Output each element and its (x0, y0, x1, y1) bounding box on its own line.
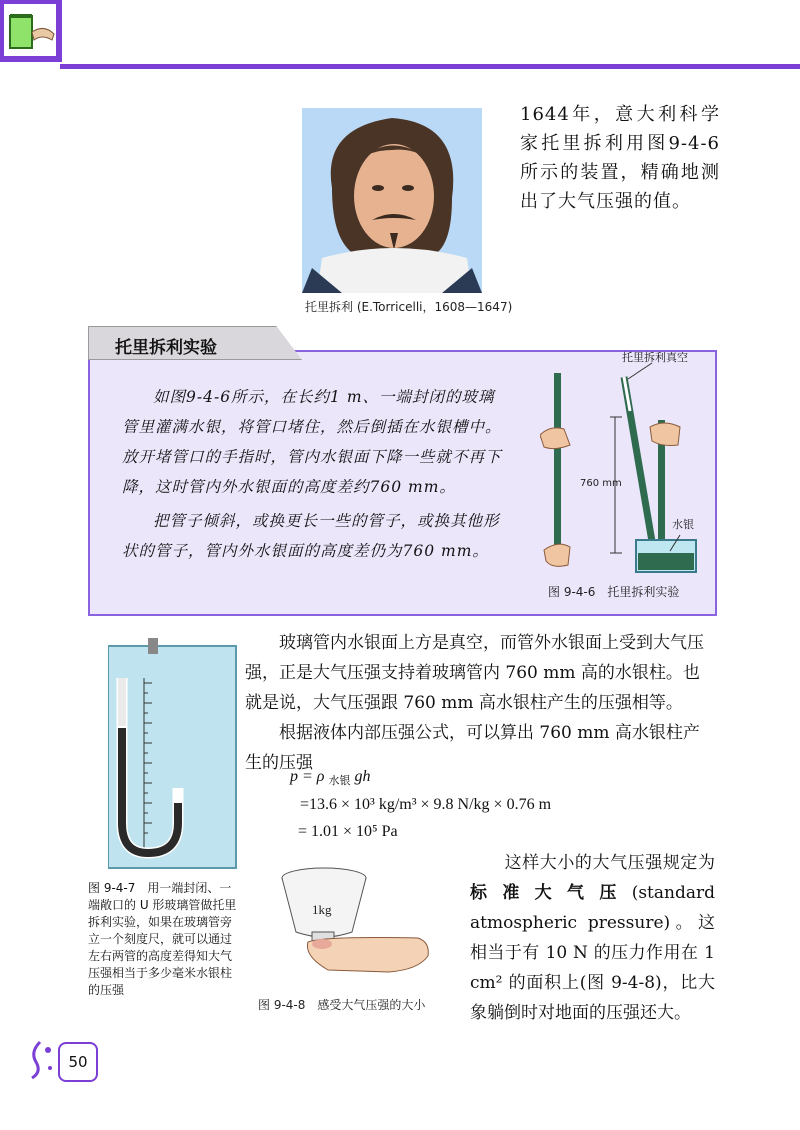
formula-line-2: =13.6 × 10³ kg/m³ × 9.8 N/kg × 0.76 m (300, 796, 552, 813)
figure-9-4-7 (108, 638, 238, 870)
experiment-text (122, 382, 504, 566)
label-760mm: 760 mm (580, 478, 622, 489)
intro-paragraph: 1644年，意大利科学家托里拆利用图9-4-6所示的装置，精确地测出了大气压强的值。 (520, 104, 720, 212)
body-paragraph-2: 根据液体内部压强公式，可以算出 760 mm 高水银柱产生的压强 (245, 723, 700, 773)
standard-pressure-paragraph (470, 848, 715, 1028)
formula-rhs: gh (354, 768, 371, 785)
figure-9-4-6-caption: 图 9-4-6 托里拆利实验 (548, 585, 680, 599)
experiment-paragraph-2: 把管子倾斜，或换更长一些的管子，或换其他形状的管子，管内外水银面的高度差仍为760 mm。 (122, 512, 500, 560)
formula-line-1 (290, 768, 370, 788)
formula-line-3: = 1.01 × 10⁵ Pa (298, 823, 398, 840)
label-mercury: 水银 (672, 518, 694, 531)
beaker-hand-icon (4, 4, 56, 56)
std-text-2: (standard atmospheric pressure)。这相当于有 10 N 的压力作用在 1 cm² 的面积上(图 9-4-8)，比大象躺倒时对地面的压强还大。 (470, 883, 715, 1023)
header-rule (60, 64, 800, 69)
body-text (245, 628, 715, 778)
corner-logo-frame (0, 0, 62, 62)
formula-lhs: p = ρ (290, 768, 325, 785)
figure-9-4-8-caption: 图 9-4-8 感受大气压强的大小 (258, 998, 426, 1012)
figure-9-4-8 (268, 860, 448, 990)
torricelli-portrait (302, 108, 482, 293)
experiment-title: 托里拆利实验 (115, 338, 217, 358)
label-torricelli-vacuum: 托里拆利真空 (622, 351, 688, 364)
std-text-1: 这样大小的大气压强规定为 (504, 853, 715, 873)
formula-subscript: 水银 (328, 775, 351, 787)
experiment-paragraph-1: 如图9-4-6所示，在长约1 m、一端封闭的玻璃管里灌满水银，将管口堵住，然后倒插在水银槽中。放开堵管口的手指时，管内水银面下降一些就不再下降，这时管内外水银面的高度差约760 mm。 (122, 388, 502, 496)
std-term: 标准大气压 (470, 883, 632, 903)
figure-9-4-6 (540, 355, 710, 595)
figure-9-4-7-caption: 图 9-4-7 用一端封闭、一端敞口的 U 形玻璃管做托里拆利实验，如果在玻璃管旁立一个刻度尺，就可以通过左右两管的高度差得知大气压强相当于多少毫米水银柱的压强 (88, 881, 237, 997)
body-paragraph-1: 玻璃管内水银面上方是真空，而管外水银面上受到大气压强，正是大气压强支持着玻璃管内 760 mm 高的水银柱。也就是说，大气压强跟 760 mm 高水银柱产生的压强相等。 (245, 633, 704, 713)
footer-decoration-icon (22, 1038, 58, 1082)
page-number: 50 (58, 1042, 98, 1082)
weight-label: 1kg (312, 902, 332, 917)
portrait-caption: 托里拆利 (E.Torricelli，1608—1647) (305, 300, 513, 314)
